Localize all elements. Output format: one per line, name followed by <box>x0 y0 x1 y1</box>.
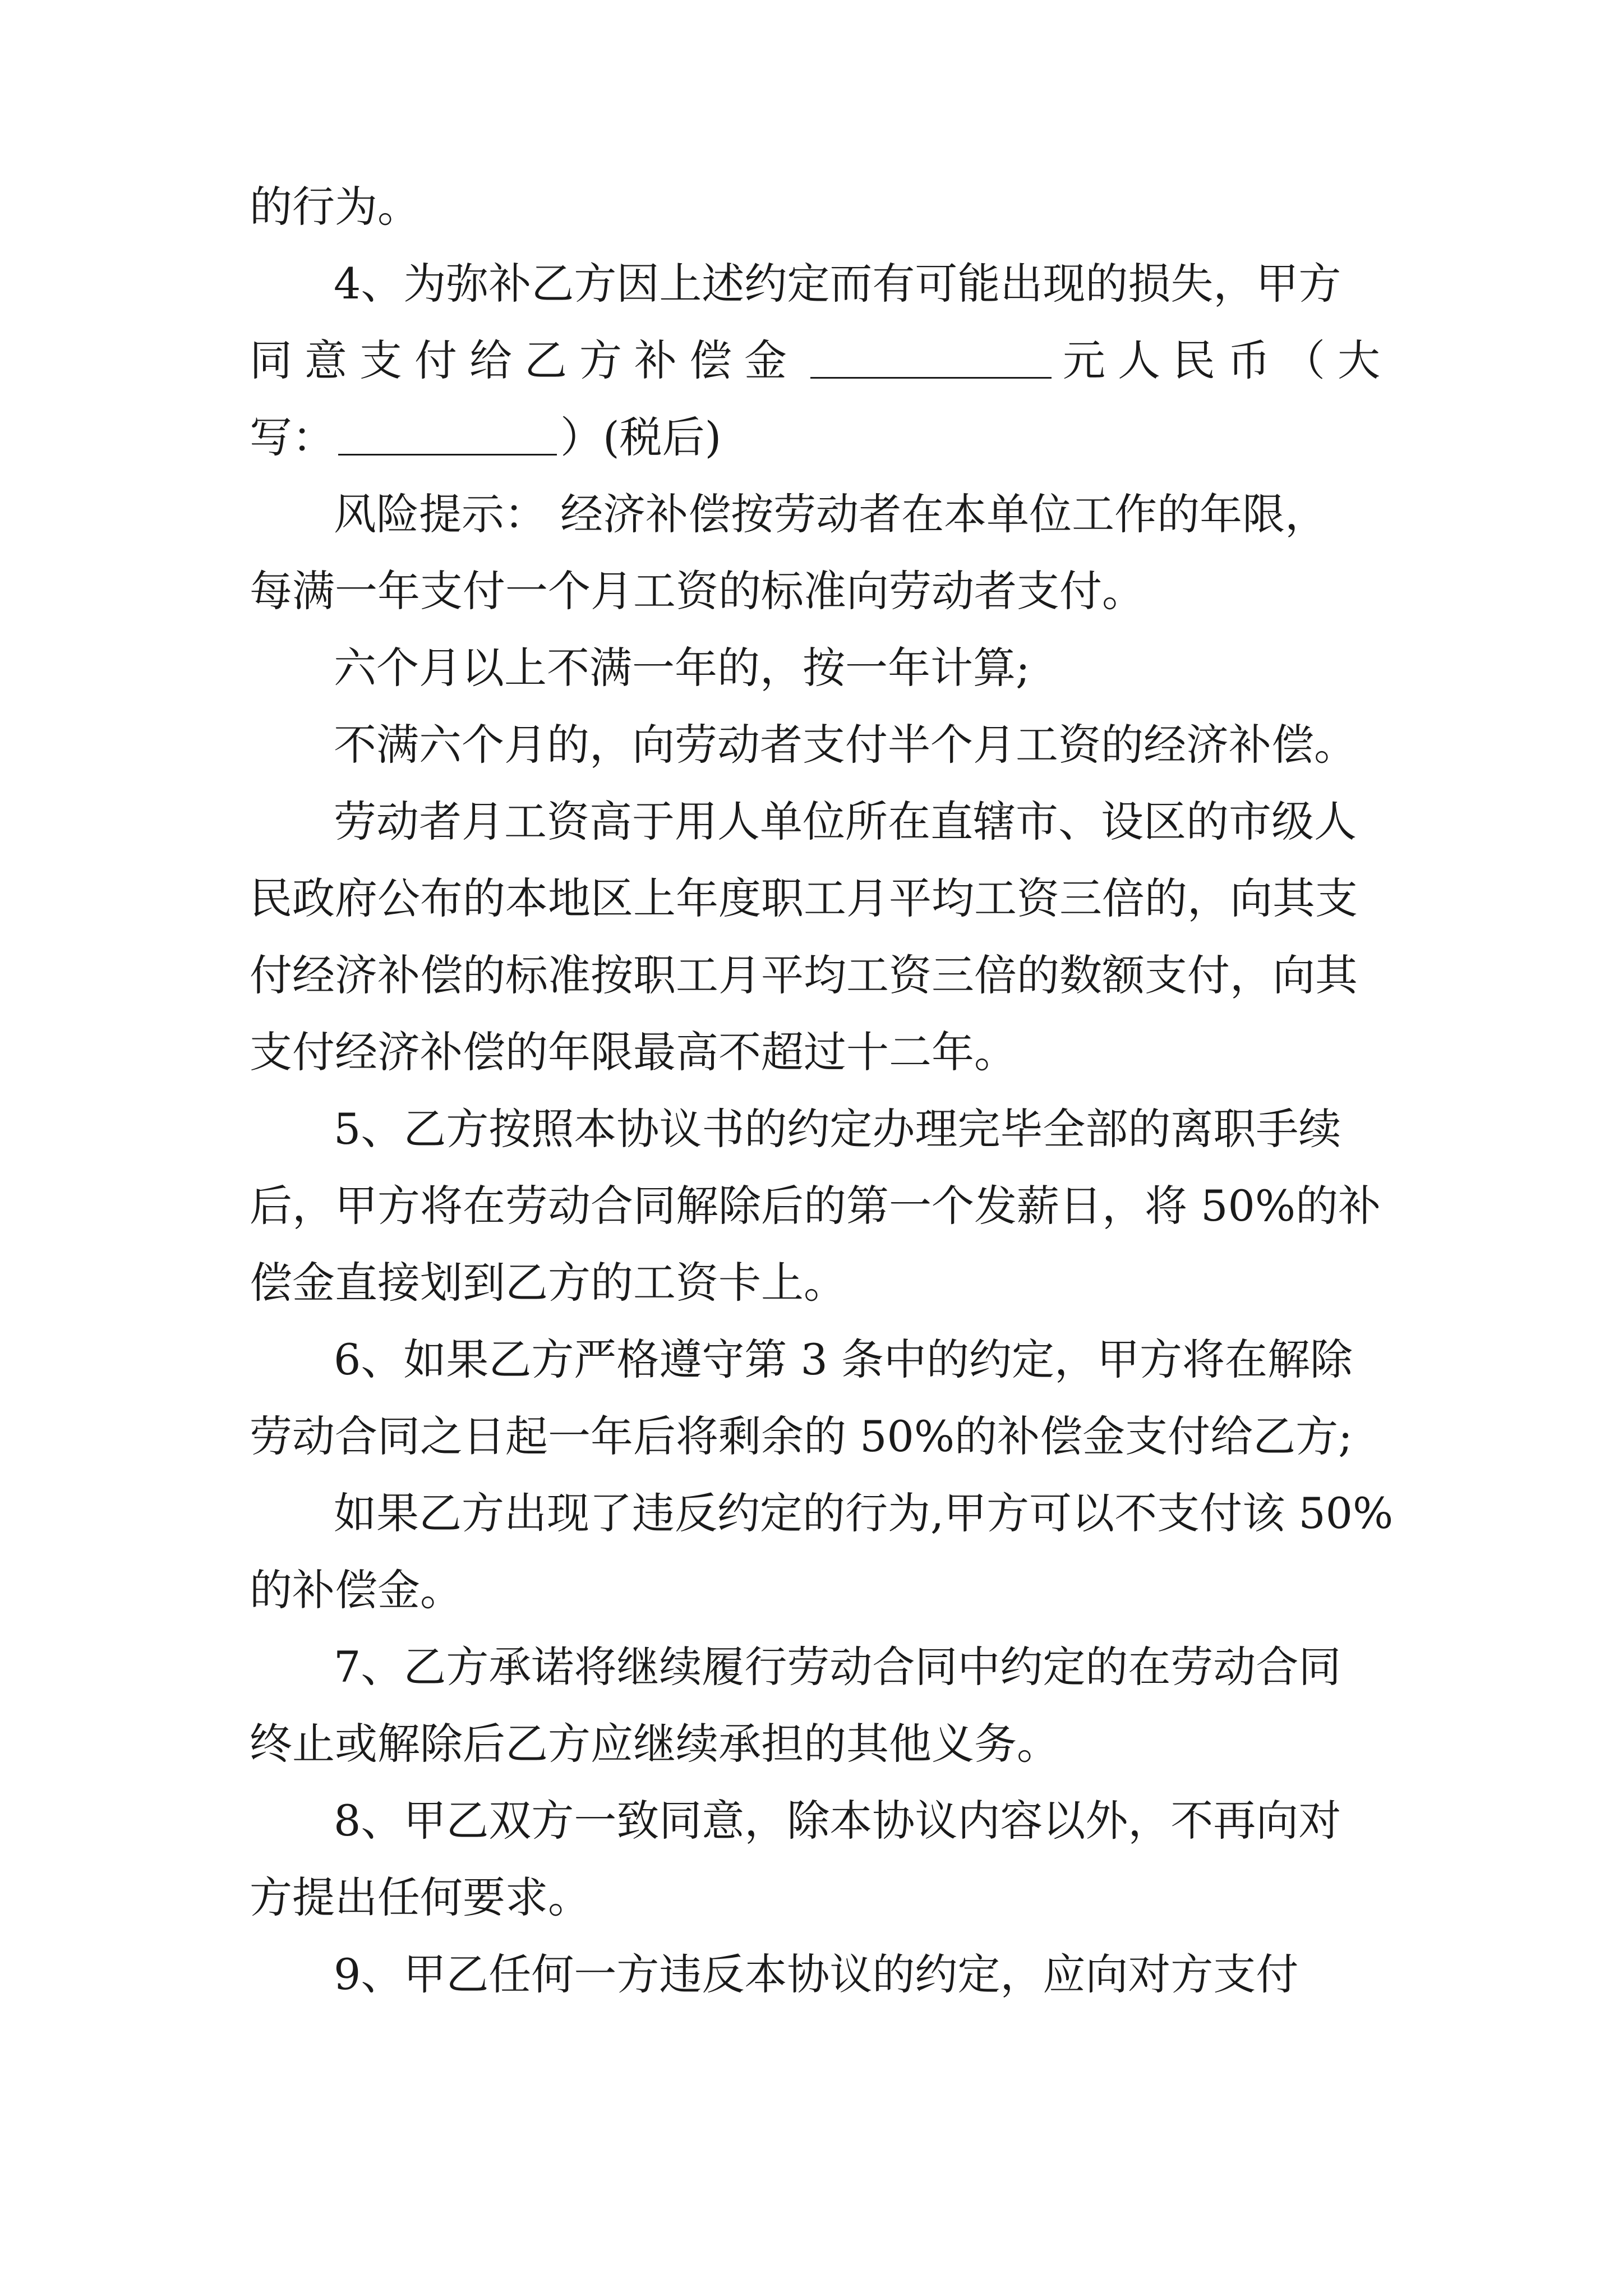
paragraph-line: 付经济补偿的标准按职工月平均工资三倍的数额支付，向其 <box>250 950 1358 1000</box>
daxie-blank <box>338 411 557 455</box>
paragraph-line: 劳动者月工资高于用人单位所在直辖市、设区的市级人 <box>334 797 1357 846</box>
paragraph-line: 六个月以上不满一年的，按一年计算; <box>334 643 1030 693</box>
paragraph-line: 4、为弥补乙方因上述约定而有可能出现的损失，甲方 <box>334 259 1341 309</box>
paragraph-line: 支付经济补偿的年限最高不超过十二年。 <box>250 1027 1017 1077</box>
paragraph-line: 的补偿金。 <box>250 1565 463 1615</box>
daxie-suffix: ）(税后) <box>560 412 722 462</box>
amount-text-after: 元人民币（大 <box>1063 335 1393 385</box>
paragraph-line: 5、乙方按照本协议书的约定办理完毕全部的离职手续 <box>334 1104 1341 1154</box>
paragraph-line: 如果乙方出现了违反约定的行为,甲方可以不支付该 50% <box>334 1488 1394 1538</box>
paragraph-line-daxie <box>250 399 1388 476</box>
paragraph-line: 6、如果乙方严格遵守第 3 条中的约定，甲方将在解除 <box>334 1335 1353 1384</box>
paragraph-line: 方提出任何要求。 <box>250 1872 591 1922</box>
paragraph-line: 8、甲乙双方一致同意，除本协议内容以外，不再向对 <box>334 1796 1341 1846</box>
paragraph-line: 终止或解除后乙方应继续承担的其他义务。 <box>250 1719 1059 1769</box>
paragraph-line: 9、甲乙任何一方违反本协议的约定，应向对方支付 <box>334 1949 1299 1999</box>
amount-blank <box>810 334 1052 379</box>
amount-text-before: 同意支付给乙方补偿金 <box>250 335 799 385</box>
paragraph-line-amount <box>250 322 1393 399</box>
daxie-label: 写： <box>250 412 335 462</box>
paragraph-line: 每满一年支付一个月工资的标准向劳动者支付。 <box>250 566 1145 616</box>
paragraph-line: 7、乙方承诺将继续履行劳动合同中约定的在劳动合同 <box>334 1642 1341 1692</box>
paragraph-line: 民政府公布的本地区上年度职工月平均工资三倍的，向其支 <box>250 873 1358 923</box>
paragraph-line: 风险提示： 经济补偿按劳动者在本单位工作的年限， <box>334 489 1328 539</box>
paragraph-line: 后，甲方将在劳动合同解除后的第一个发薪日，将 50%的补 <box>250 1181 1381 1231</box>
paragraph-line: 的行为。 <box>250 182 420 232</box>
paragraph-line: 不满六个月的，向劳动者支付半个月工资的经济补偿。 <box>334 720 1357 770</box>
paragraph-line: 偿金直接划到乙方的工资卡上。 <box>250 1258 846 1308</box>
document-page <box>250 168 1394 2013</box>
paragraph-line: 劳动合同之日起一年后将剩余的 50%的补偿金支付给乙方; <box>250 1411 1353 1461</box>
